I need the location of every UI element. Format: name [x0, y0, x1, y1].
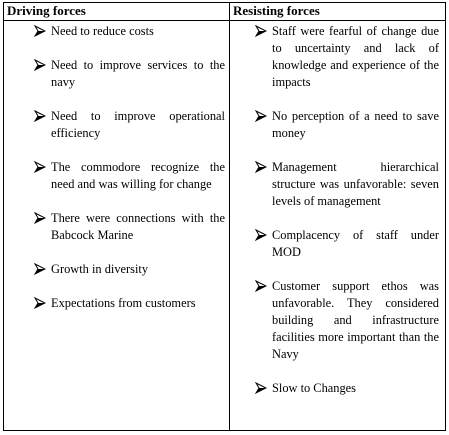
driving-force-text: Growth in diversity	[51, 262, 149, 276]
driving-force-text: Need to reduce costs	[51, 24, 154, 38]
driving-force-text: Need to improve operational efficiency	[51, 109, 225, 140]
resisting-forces-header: Resisting forces	[230, 3, 446, 21]
arrowhead-bullet-icon	[255, 228, 267, 242]
resisting-force-item	[230, 227, 445, 261]
arrowhead-bullet-icon	[34, 296, 46, 310]
arrowhead-bullet-icon	[34, 262, 46, 276]
resisting-force-text: No perception of a need to save money	[272, 109, 439, 140]
arrowhead-bullet-icon	[34, 24, 46, 38]
driving-force-item	[4, 261, 229, 278]
driving-forces-cell	[4, 21, 230, 431]
header-row	[4, 3, 446, 21]
resisting-force-item	[230, 159, 445, 210]
driving-force-item	[4, 159, 229, 193]
resisting-force-text: Customer support ethos was unfavorable. They considered building and infrastructure facilities more important than the Navy	[272, 279, 439, 361]
driving-force-item	[4, 57, 229, 91]
driving-force-item	[4, 23, 229, 40]
arrowhead-bullet-icon	[255, 109, 267, 123]
arrowhead-bullet-icon	[34, 58, 46, 72]
driving-force-item	[4, 108, 229, 142]
resisting-force-text: Complacency of staff under MOD	[272, 228, 439, 259]
driving-force-item	[4, 295, 229, 312]
arrowhead-bullet-icon	[255, 24, 267, 38]
resisting-force-text: Management hierarchical structure was unfavorable: seven levels of management	[272, 160, 439, 208]
driving-force-text: The commodore recognize the need and was willing for change	[51, 160, 225, 191]
resisting-forces-list	[230, 23, 445, 397]
resisting-forces-cell	[230, 21, 446, 431]
forces-table	[3, 2, 446, 431]
arrowhead-bullet-icon	[34, 211, 46, 225]
driving-force-text: Expectations from customers	[51, 296, 196, 310]
driving-force-text: There were connections with the Babcock Marine	[51, 211, 225, 242]
resisting-force-item	[230, 380, 445, 397]
resisting-force-item	[230, 108, 445, 142]
driving-force-text: Need to improve services to the navy	[51, 58, 225, 89]
driving-forces-header: Driving forces	[4, 3, 230, 21]
arrowhead-bullet-icon	[34, 160, 46, 174]
driving-force-item	[4, 210, 229, 244]
arrowhead-bullet-icon	[255, 279, 267, 293]
arrowhead-bullet-icon	[255, 381, 267, 395]
driving-forces-list	[4, 23, 229, 312]
resisting-force-item	[230, 278, 445, 363]
resisting-force-text: Slow to Changes	[272, 381, 356, 395]
arrowhead-bullet-icon	[34, 109, 46, 123]
resisting-force-item	[230, 23, 445, 91]
arrowhead-bullet-icon	[255, 160, 267, 174]
resisting-force-text: Staff were fearful of change due to uncertainty and lack of knowledge and experience of the impacts	[272, 24, 439, 89]
body-row	[4, 21, 446, 431]
